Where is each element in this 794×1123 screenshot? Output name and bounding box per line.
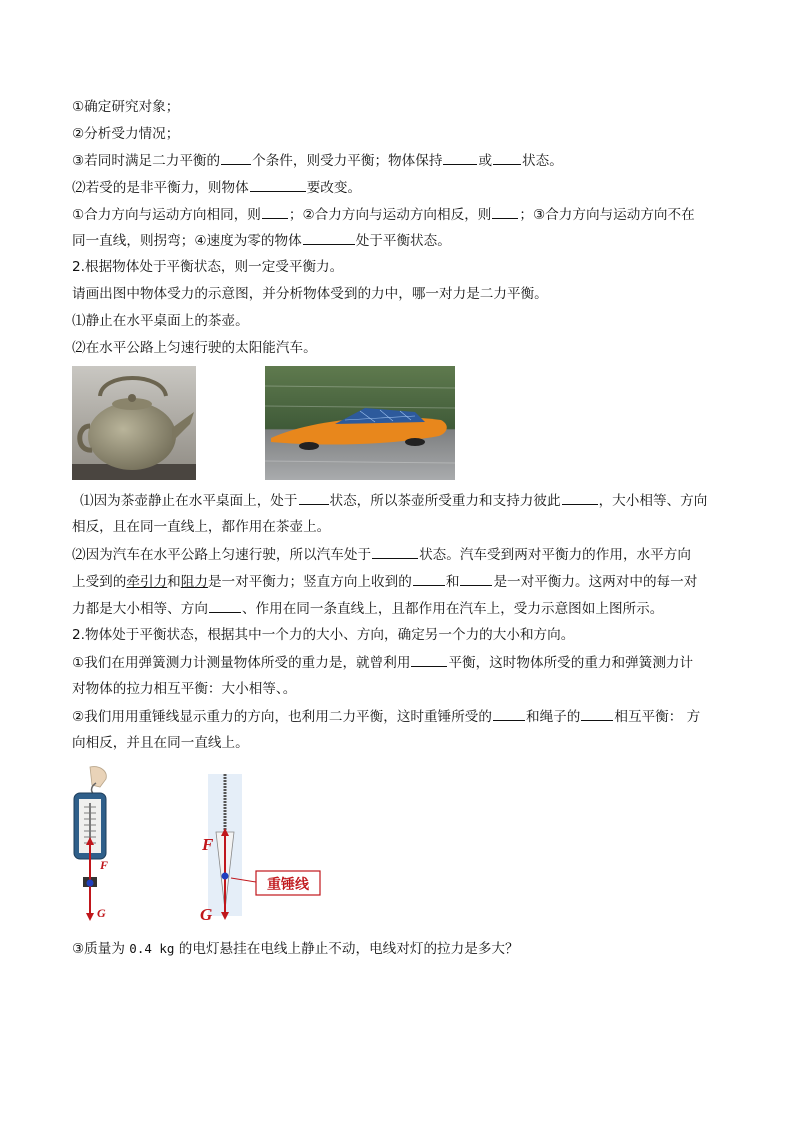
spring-scale-figure (70, 765, 120, 925)
plumb-line-2: 向相反，并且在同一直线上。 (72, 735, 249, 751)
item-car: ⑵在水平公路上匀速行驶的太阳能汽车。 (72, 340, 317, 356)
blank (581, 706, 613, 721)
blank (221, 150, 251, 165)
force-g-arrow (86, 913, 94, 921)
label-f: F (202, 835, 214, 854)
label-g: G (97, 906, 106, 920)
blank (562, 490, 598, 505)
cases-line-2: 同一直线，则拐弯；④速度为零的物体 处于平衡状态。 (72, 230, 451, 251)
blank (250, 177, 306, 192)
center-dot (222, 873, 229, 880)
blank (411, 652, 447, 667)
teapot-answer-1: ⑴因为茶壶静止在水平桌面上，处于 状态，所以茶壶所受重力和支持力彼此 ，大小相等、方向 (80, 490, 707, 511)
center-dot (87, 880, 94, 887)
blank (262, 204, 288, 219)
spring-scale-line-2: 对物体的拉力相互平衡：大小相等、。 (72, 681, 297, 697)
teapot-answer-2: 相反，且在同一直线上，都作用在茶壶上。 (72, 519, 331, 535)
instruction: 请画出图中物体受力的示意图，并分析物体受到的力中，哪一对力是二力平衡。 (72, 286, 548, 302)
step-1: ①确定研究对象； (72, 99, 180, 115)
car-answer-2: 上受到的牵引力和阻力是一对平衡力；竖直方向上收到的 和 是一对平衡力。这两对中的每一对 (72, 571, 697, 592)
blank (372, 544, 418, 559)
section-2b-heading: 2.物体处于平衡状态，根据其中一个力的大小、方向，确定另一个力的大小和方向。 (72, 627, 575, 643)
blank (209, 598, 241, 613)
car-answer-3: 力都是大小相等、方向 、作用在同一条直线上，且都作用在汽车上，受力示意图如上图所示。 (72, 598, 663, 619)
plumb-line-1: ②我们用用重锤线显示重力的方向，也利用二力平衡，这时重锤所受的 和绳子的 相互平衡： 方 (72, 706, 700, 727)
spring-scale-line-1: ①我们在用弹簧测力计测量物体所受的重力是，就曾利用 平衡，这时物体所受的重力和弹簧测力计 (72, 652, 693, 673)
plumb-label: 重锤线 (267, 877, 309, 893)
hand-icon (90, 767, 106, 787)
blank (303, 230, 355, 245)
blank (443, 150, 477, 165)
label-f: F (100, 858, 109, 872)
label-g: G (200, 905, 213, 924)
step-2: ②分析受力情况； (72, 126, 180, 142)
non-balanced-line: ⑵若受的是非平衡力，则物体 要改变。 (72, 177, 361, 198)
cases-line-1: ①合力方向与运动方向相同，则 ；②合力方向与运动方向相反，则 ；③合力方向与运动方向不在 (72, 204, 695, 225)
blank (299, 490, 329, 505)
blank (492, 204, 518, 219)
blank (460, 571, 492, 586)
item-teapot: ⑴静止在水平桌面上的茶壶。 (72, 313, 249, 329)
blank (493, 150, 521, 165)
blank (413, 571, 445, 586)
section-2-heading: 2.根据物体处于平衡状态，则一定受平衡力。 (72, 259, 344, 275)
solar-car-image (265, 366, 455, 480)
plumb-line-figure (196, 770, 326, 925)
blank (493, 706, 525, 721)
car-answer-1: ⑵因为汽车在水平公路上匀速行驶，所以汽车处于 状态。汽车受到两对平衡力的作用，水平方向 (72, 544, 691, 565)
teapot-image (72, 366, 196, 480)
question-3: ③质量为 0.4 kg 的电灯悬挂在电线上静止不动，电线对灯的拉力是多大？ (72, 941, 519, 957)
step-3: ③若同时满足二力平衡的 个条件，则受力平衡；物体保持 或 状态。 (72, 150, 563, 171)
